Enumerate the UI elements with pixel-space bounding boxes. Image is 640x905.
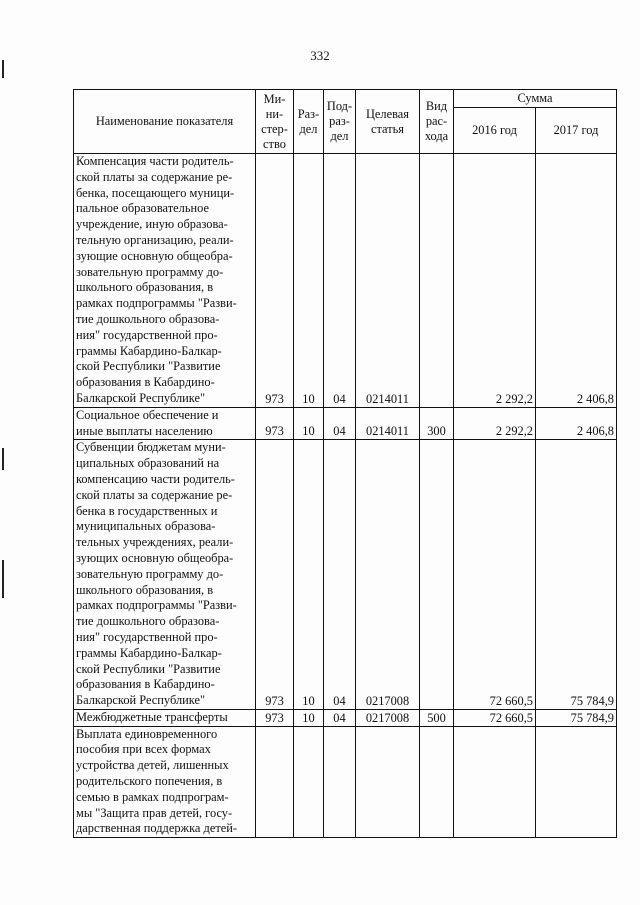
expense-type-cell: 500: [420, 709, 454, 726]
sum-2016-cell: 2 292,2: [454, 154, 536, 408]
row-name-line: зовательную программу до-: [76, 264, 224, 279]
header-expense-type-line: хода: [424, 129, 449, 143]
row-name-line: ния" государственной про-: [76, 629, 218, 644]
row-name-line: устройства детей, лишенных: [76, 758, 229, 773]
header-target-line: Целевая: [365, 106, 410, 121]
header-year-2016: 2016 год: [454, 108, 536, 154]
row-name-line: компенсацию части родитель-: [76, 471, 235, 486]
section-cell: 10: [294, 407, 324, 440]
header-year-2017: 2017 год: [536, 108, 617, 154]
expense-type-cell: [420, 726, 454, 838]
ministry-cell: [256, 726, 294, 838]
row-name-line: ской Республики "Развитие: [76, 359, 221, 374]
table-row: [74, 726, 617, 838]
header-section: [294, 90, 324, 154]
row-name-line: мы "Защита прав детей, госу-: [76, 805, 233, 820]
target-cell: 0214011: [356, 407, 420, 440]
row-name-line: иные выплаты населению: [76, 423, 213, 438]
sum-2016-cell: 72 660,5: [454, 709, 536, 726]
row-name-line: школьного образования, в: [76, 280, 214, 295]
expense-type-cell: [420, 154, 454, 408]
row-name-line: зующих основную общеобра-: [76, 550, 234, 565]
subsection-cell: 04: [324, 440, 356, 710]
section-cell: [294, 726, 324, 838]
row-name-line: зующие основную общеобра-: [76, 248, 233, 263]
header-target-line: статья: [370, 121, 404, 136]
ministry-cell: 973: [256, 407, 294, 440]
target-cell: 0217008: [356, 709, 420, 726]
section-cell: 10: [294, 440, 324, 710]
sum-2017-cell: [536, 726, 617, 838]
target-cell: 0217008: [356, 440, 420, 710]
row-name-line: ской Республики "Развитие: [76, 661, 221, 676]
header-expense-type-line: Вид: [425, 99, 448, 113]
header-section-line: Раз-: [297, 106, 320, 121]
row-name-line: тие дошкольного образова-: [76, 614, 220, 629]
section-cell: 10: [294, 709, 324, 726]
header-target: [356, 90, 420, 154]
subsection-cell: [324, 726, 356, 838]
section-cell: 10: [294, 154, 324, 408]
row-name-line: бенка, посещающего муници-: [76, 185, 235, 200]
row-name-line: граммы Кабардино-Балкар-: [76, 343, 222, 358]
scan-mark: [2, 60, 4, 78]
header-name: Наименование показателя: [74, 90, 256, 154]
sum-2017-cell: 75 784,9: [536, 440, 617, 710]
row-name-line: пальное образовательное: [76, 201, 209, 216]
scan-mark: [2, 448, 4, 470]
row-name-line: рамках подпрограммы "Разви-: [76, 598, 237, 613]
ministry-cell: 973: [256, 709, 294, 726]
row-name-line: образования в Кабардино-: [76, 375, 215, 390]
ministry-cell: 973: [256, 440, 294, 710]
table-row: [74, 709, 617, 726]
row-name-line: дарственная поддержка детей-: [76, 821, 237, 836]
sum-2017-cell: 2 406,8: [536, 407, 617, 440]
row-name: [74, 726, 256, 838]
row-name-line: Балкарской Республике": [76, 390, 206, 405]
row-name-line: тельную организацию, реали-: [76, 232, 234, 247]
row-name-line: Социальное обеспечение и: [76, 407, 219, 422]
header-ministry-line: Ми-: [263, 91, 286, 106]
row-name-line: зовательную программу до-: [76, 566, 224, 581]
header-section-line: дел: [299, 121, 318, 136]
header-subsection-line: дел: [330, 129, 349, 143]
table-row: [74, 440, 617, 710]
row-name-line: семью в рамках подпрограм-: [76, 789, 229, 804]
header-expense-type: [420, 90, 454, 154]
row-name: [74, 440, 256, 710]
sum-2016-cell: 2 292,2: [454, 407, 536, 440]
row-name-line: Субвенции бюджетам муни-: [76, 440, 226, 455]
header-subsection-line: раз-: [329, 114, 350, 128]
row-name: [74, 407, 256, 440]
row-name-line: учреждение, иную образова-: [76, 217, 228, 232]
table-row: [74, 154, 617, 408]
table-row: [74, 407, 617, 440]
row-name-line: образования в Кабардино-: [76, 677, 215, 692]
row-name-line: родительского попечения, в: [76, 774, 223, 789]
expense-type-cell: 300: [420, 407, 454, 440]
row-name-line: ской платы за содержание ре-: [76, 487, 233, 502]
row-name-line: ской платы за содержание ре-: [76, 169, 233, 184]
header-subsection-line: Под-: [326, 99, 353, 113]
row-name-line: ципальных образований на: [76, 456, 220, 471]
header-expense-type-line: рас-: [425, 114, 448, 128]
header-ministry: [256, 90, 294, 154]
row-name: [74, 154, 256, 408]
sum-2016-cell: 72 660,5: [454, 440, 536, 710]
target-cell: 0214011: [356, 154, 420, 408]
row-name-line: Балкарской Республике": [76, 693, 206, 708]
row-name-line: пособия при всех формах: [76, 742, 211, 757]
row-name: [74, 709, 256, 726]
sum-2016-cell: [454, 726, 536, 838]
row-name-line: Выплата единовременного: [76, 726, 218, 741]
subsection-cell: 04: [324, 154, 356, 408]
subsection-cell: 04: [324, 709, 356, 726]
header-sum: Сумма: [454, 90, 617, 108]
header-subsection: [324, 90, 356, 154]
ministry-cell: 973: [256, 154, 294, 408]
row-name-line: тельных учреждениях, реали-: [76, 535, 234, 550]
row-name-line: муниципальных образова-: [76, 519, 216, 534]
page-number: 332: [310, 48, 330, 63]
header-ministry-line: ство: [263, 136, 286, 151]
sum-2017-cell: 2 406,8: [536, 154, 617, 408]
sum-2017-cell: 75 784,9: [536, 709, 617, 726]
row-name-line: школьного образования, в: [76, 582, 214, 597]
row-name-line: Межбюджетные трансферты: [76, 709, 228, 724]
row-name-line: бенка в государственных и: [76, 503, 218, 518]
expense-type-cell: [420, 440, 454, 710]
row-name-line: рамках подпрограммы "Разви-: [76, 296, 237, 311]
header-ministry-line: ни-: [265, 106, 284, 121]
row-name-line: граммы Кабардино-Балкар-: [76, 645, 222, 660]
row-name-line: Компенсация части родитель-: [76, 154, 234, 168]
scan-mark: [2, 560, 4, 598]
row-name-line: тие дошкольного образова-: [76, 311, 220, 326]
header-ministry-line: стер-: [261, 121, 288, 136]
row-name-line: ния" государственной про-: [76, 327, 218, 342]
target-cell: [356, 726, 420, 838]
budget-table: [73, 89, 617, 838]
subsection-cell: 04: [324, 407, 356, 440]
